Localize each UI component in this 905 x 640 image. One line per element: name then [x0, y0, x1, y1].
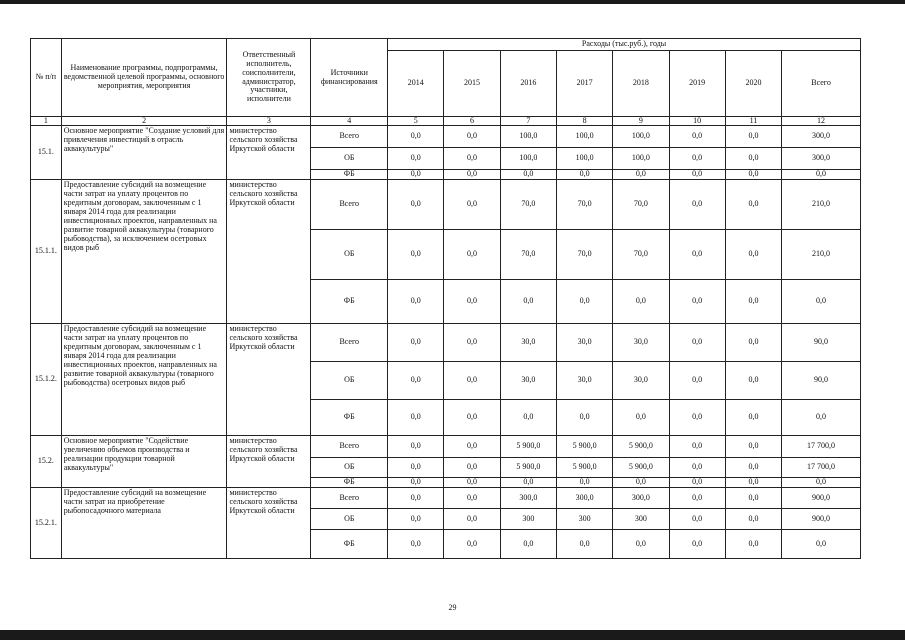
value-cell: 0,0: [388, 509, 444, 530]
value-cell: 0,0: [388, 458, 444, 478]
value-cell: 5 900,0: [500, 436, 556, 458]
row-name: Предоставление субсидий на возмещение части затрат на уплату процентов по кредитным договорам, заключенным с 1 января 2014 года для реализации инвестиционных проектов, направленных на развитие товарной аквакультуры (товарного рыбоводства), за исключением осетровых видов рыб: [61, 180, 227, 324]
value-cell: 0,0: [669, 280, 725, 324]
value-cell: 70,0: [556, 230, 612, 280]
value-total: 0,0: [782, 400, 861, 436]
value-cell: 0,0: [725, 126, 781, 148]
value-cell: 100,0: [613, 126, 669, 148]
funding-source: ОБ: [311, 458, 388, 478]
value-cell: 0,0: [500, 478, 556, 488]
header-year: Всего: [782, 51, 861, 117]
value-cell: 0,0: [388, 400, 444, 436]
value-cell: 0,0: [444, 458, 500, 478]
scan-edge-top: [0, 0, 905, 4]
funding-source: Всего: [311, 324, 388, 362]
value-total: 90,0: [782, 362, 861, 400]
value-cell: 30,0: [500, 362, 556, 400]
header-year: 2016: [500, 51, 556, 117]
value-cell: 0,0: [444, 530, 500, 559]
value-cell: 0,0: [388, 280, 444, 324]
row-index: 15.1.: [31, 126, 62, 180]
value-cell: 0,0: [669, 530, 725, 559]
value-cell: 0,0: [556, 280, 612, 324]
column-numbers-row: [31, 117, 861, 126]
value-cell: 0,0: [725, 170, 781, 180]
value-cell: 100,0: [500, 126, 556, 148]
value-cell: 0,0: [725, 324, 781, 362]
value-cell: 0,0: [725, 148, 781, 170]
value-cell: 0,0: [388, 530, 444, 559]
value-total: 17 700,0: [782, 458, 861, 478]
value-cell: 0,0: [613, 170, 669, 180]
value-cell: 100,0: [613, 148, 669, 170]
value-total: 0,0: [782, 280, 861, 324]
value-cell: 0,0: [725, 400, 781, 436]
value-total: 300,0: [782, 126, 861, 148]
column-number: 10: [669, 117, 725, 126]
column-number: 12: [782, 117, 861, 126]
value-cell: 0,0: [444, 230, 500, 280]
value-cell: 0,0: [669, 509, 725, 530]
funding-source: ФБ: [311, 280, 388, 324]
column-number: 6: [444, 117, 500, 126]
value-total: 210,0: [782, 230, 861, 280]
header-expenses: Расходы (тыс.руб.), годы: [388, 39, 861, 51]
funding-source: Всего: [311, 180, 388, 230]
value-cell: 0,0: [725, 280, 781, 324]
value-cell: 30,0: [556, 362, 612, 400]
value-cell: 0,0: [444, 362, 500, 400]
value-cell: 0,0: [388, 170, 444, 180]
value-cell: 0,0: [444, 180, 500, 230]
value-cell: 0,0: [669, 180, 725, 230]
value-total: 0,0: [782, 478, 861, 488]
budget-table: [30, 38, 861, 559]
value-cell: 0,0: [669, 126, 725, 148]
value-cell: 5 900,0: [500, 458, 556, 478]
value-cell: 0,0: [669, 458, 725, 478]
value-cell: 0,0: [725, 509, 781, 530]
value-cell: 0,0: [669, 324, 725, 362]
value-cell: 0,0: [388, 180, 444, 230]
column-number: 8: [556, 117, 612, 126]
row-index: 15.2.1.: [31, 488, 62, 559]
funding-source: ФБ: [311, 170, 388, 180]
value-cell: 0,0: [444, 126, 500, 148]
value-cell: 0,0: [444, 436, 500, 458]
header-year: 2017: [556, 51, 612, 117]
header-year: 2015: [444, 51, 500, 117]
funding-source: ФБ: [311, 400, 388, 436]
value-cell: 0,0: [444, 488, 500, 509]
value-cell: 0,0: [669, 436, 725, 458]
value-cell: 0,0: [444, 280, 500, 324]
value-cell: 0,0: [500, 280, 556, 324]
funding-source: ФБ: [311, 530, 388, 559]
value-total: 90,0: [782, 324, 861, 362]
value-cell: 30,0: [556, 324, 612, 362]
value-cell: 0,0: [556, 170, 612, 180]
value-cell: 5 900,0: [613, 436, 669, 458]
value-cell: 0,0: [613, 400, 669, 436]
value-cell: 0,0: [388, 126, 444, 148]
funding-source: ОБ: [311, 509, 388, 530]
column-number: 9: [613, 117, 669, 126]
value-cell: 300: [500, 509, 556, 530]
value-cell: 70,0: [500, 230, 556, 280]
row-index: 15.1.2.: [31, 324, 62, 436]
value-cell: 0,0: [725, 436, 781, 458]
column-number: 3: [227, 117, 311, 126]
value-cell: 0,0: [388, 324, 444, 362]
value-cell: 5 900,0: [556, 458, 612, 478]
value-cell: 70,0: [500, 180, 556, 230]
value-cell: 0,0: [444, 478, 500, 488]
value-cell: 0,0: [500, 530, 556, 559]
row-index: 15.1.1.: [31, 180, 62, 324]
value-cell: 300: [556, 509, 612, 530]
table-body: [31, 126, 861, 559]
column-number: 5: [388, 117, 444, 126]
value-cell: 0,0: [556, 400, 612, 436]
table-row: [31, 126, 861, 148]
column-number: 11: [725, 117, 781, 126]
value-cell: 0,0: [725, 458, 781, 478]
value-cell: 0,0: [388, 436, 444, 458]
value-cell: 0,0: [556, 478, 612, 488]
value-cell: 5 900,0: [613, 458, 669, 478]
value-cell: 0,0: [669, 400, 725, 436]
funding-source: Всего: [311, 126, 388, 148]
value-cell: 0,0: [669, 230, 725, 280]
header-sources: Источники финансирования: [311, 39, 388, 117]
row-index: 15.2.: [31, 436, 62, 488]
row-responsible: министерство сельского хозяйства Иркутской области: [227, 488, 311, 559]
table-row: [31, 436, 861, 458]
column-number: 7: [500, 117, 556, 126]
value-cell: 0,0: [388, 478, 444, 488]
value-cell: 0,0: [725, 180, 781, 230]
value-cell: 30,0: [613, 362, 669, 400]
value-cell: 0,0: [669, 362, 725, 400]
value-cell: 0,0: [725, 362, 781, 400]
value-cell: 0,0: [669, 478, 725, 488]
value-cell: 100,0: [556, 148, 612, 170]
funding-source: ОБ: [311, 148, 388, 170]
value-cell: 0,0: [725, 530, 781, 559]
value-cell: 0,0: [388, 488, 444, 509]
column-number: 4: [311, 117, 388, 126]
value-total: 210,0: [782, 180, 861, 230]
column-number: 1: [31, 117, 62, 126]
value-cell: 0,0: [669, 148, 725, 170]
value-cell: 0,0: [388, 362, 444, 400]
value-total: 300,0: [782, 148, 861, 170]
value-total: 17 700,0: [782, 436, 861, 458]
table-row: [31, 180, 861, 230]
value-cell: 30,0: [500, 324, 556, 362]
table-row: [31, 324, 861, 362]
funding-source: ФБ: [311, 478, 388, 488]
value-cell: 0,0: [613, 280, 669, 324]
row-responsible: министерство сельского хозяйства Иркутской области: [227, 180, 311, 324]
value-total: 0,0: [782, 530, 861, 559]
value-cell: 0,0: [669, 170, 725, 180]
value-cell: 300,0: [613, 488, 669, 509]
header-year: 2019: [669, 51, 725, 117]
value-cell: 0,0: [388, 230, 444, 280]
funding-source: Всего: [311, 436, 388, 458]
row-responsible: министерство сельского хозяйства Иркутской области: [227, 436, 311, 488]
value-cell: 100,0: [500, 148, 556, 170]
value-cell: 5 900,0: [556, 436, 612, 458]
value-cell: 0,0: [444, 324, 500, 362]
value-cell: 0,0: [556, 530, 612, 559]
value-cell: 0,0: [613, 478, 669, 488]
value-cell: 70,0: [613, 180, 669, 230]
value-cell: 100,0: [556, 126, 612, 148]
value-cell: 0,0: [613, 530, 669, 559]
value-cell: 300,0: [500, 488, 556, 509]
header-year: 2018: [613, 51, 669, 117]
value-cell: 0,0: [669, 488, 725, 509]
row-name: Основное мероприятие "Содействие увеличению объемов производства и реализации продукции товарной аквакультуры": [61, 436, 227, 488]
value-cell: 300: [613, 509, 669, 530]
value-total: 900,0: [782, 509, 861, 530]
value-cell: 0,0: [500, 400, 556, 436]
table-row: [31, 488, 861, 509]
page-number: 29: [448, 603, 457, 612]
header-num: № п/п: [31, 39, 62, 117]
header-year: 2014: [388, 51, 444, 117]
value-cell: 0,0: [444, 148, 500, 170]
value-cell: 0,0: [725, 230, 781, 280]
value-cell: 70,0: [613, 230, 669, 280]
value-cell: 30,0: [613, 324, 669, 362]
row-name: Предоставление субсидий на возмещение части затрат на приобретение рыбопосадочного материала: [61, 488, 227, 559]
row-responsible: министерство сельского хозяйства Иркутской области: [227, 126, 311, 180]
header-year: 2020: [725, 51, 781, 117]
value-cell: 0,0: [444, 509, 500, 530]
header-responsible: Ответственный исполнитель, соисполнители, администратор, участники, исполнители: [227, 39, 311, 117]
value-cell: 0,0: [388, 148, 444, 170]
row-name: Основное мероприятие "Создание условий для привлечения инвестиций в отрасль аквакультуры": [61, 126, 227, 180]
scan-edge-bottom: [0, 630, 905, 640]
funding-source: ОБ: [311, 230, 388, 280]
value-cell: 0,0: [725, 478, 781, 488]
value-cell: 0,0: [444, 170, 500, 180]
value-total: 900,0: [782, 488, 861, 509]
value-cell: 0,0: [444, 400, 500, 436]
value-cell: 70,0: [556, 180, 612, 230]
column-number: 2: [61, 117, 227, 126]
header-name: Наименование программы, подпрограммы, ведомственной целевой программы, основного мероприятия, мероприятия: [61, 39, 227, 117]
value-total: 0,0: [782, 170, 861, 180]
value-cell: 0,0: [725, 488, 781, 509]
value-cell: 0,0: [500, 170, 556, 180]
funding-source: Всего: [311, 488, 388, 509]
value-cell: 300,0: [556, 488, 612, 509]
row-name: Предоставление субсидий на возмещение части затрат на уплату процентов по кредитным договорам, заключенным с 1 января 2014 года для реализации инвестиционных проектов, направленных на развитие товарной аквакультуры (товарного рыбоводства) осетровых видов рыб: [61, 324, 227, 436]
row-responsible: министерство сельского хозяйства Иркутской области: [227, 324, 311, 436]
funding-source: ОБ: [311, 362, 388, 400]
